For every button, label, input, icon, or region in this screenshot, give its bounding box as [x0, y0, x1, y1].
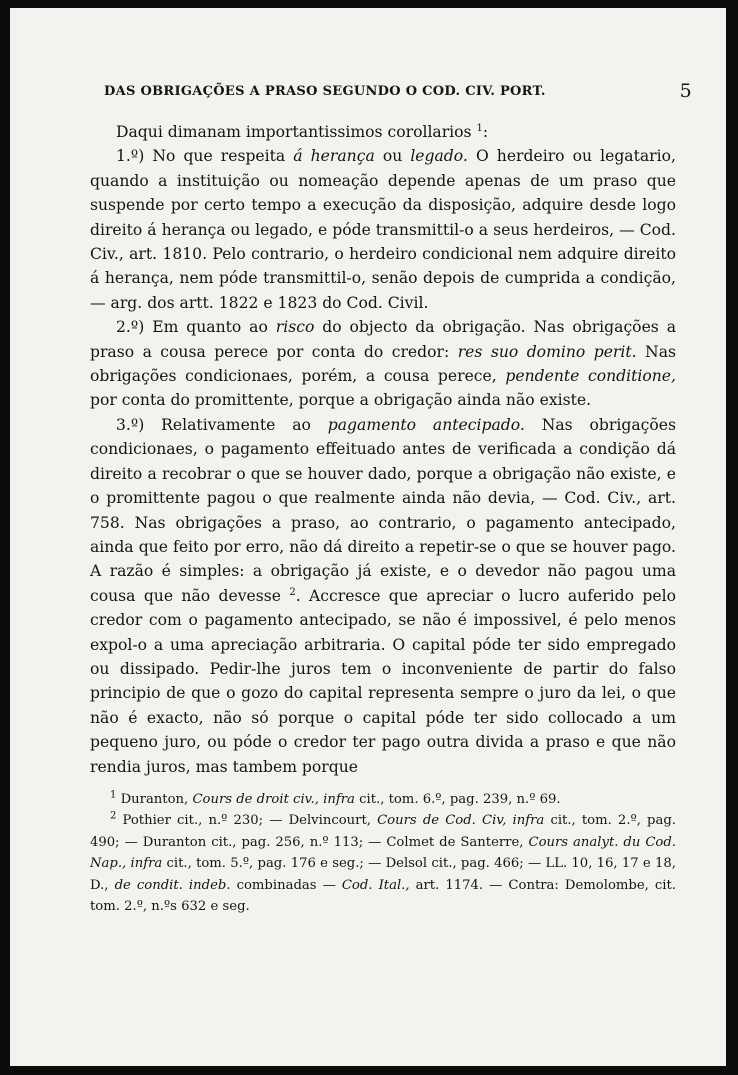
paragraph-number: 2.º) [116, 318, 145, 337]
footnote-2: $^2$ Pothier cit., n.º 230; — Delvincourt, Cours de Cod. Civ, infra cit., tom. 2.º, pag. 490; — Duranton cit., pag. 256, n.º 113; — Colmet de Santerre, Cours analyt. du Cod. Nap., infra cit., tom. 5.º, pag. 176 e seg.; — Delsol cit., pag. 466; — LL. 10, 16, 17 e 18, D., de condit. indeb. combinadas — Cod. Ital., art. 1174. — Contra: Demolombe, cit. tom. 2.º, n.ºs 632 e seg. [90, 811, 676, 915]
footnote-ref-1: 1 [476, 122, 483, 134]
running-title: DAS OBRIGAÇÕES A PRASO SEGUNDO O COD. CIV. PORT. [104, 84, 546, 99]
main-text [90, 120, 676, 779]
running-header [90, 80, 692, 106]
paragraph-2: 2.º) Em quanto ao risco do objecto da obrigação. Nas obrigações a praso a cousa perece por conta do credor: res suo domino perit. Nas obrigações condicionaes, porém, a cousa perece, pendente conditione, por conta do promittente, porque a obrigação ainda não existe. [90, 318, 676, 410]
book-page [10, 8, 726, 1066]
paragraph-3: 3.º) Relativamente ao pagamento antecipado. Nas obrigações condicionaes, o pagamento effeituado antes de verificada a condição dá direito a recobrar o que se houver dado, porque a obrigação não existe, e o promittente pagou o que realmente ainda não devia, — Cod. Civ., art. 758. Nas obrigações a praso, ao contrario, o pagamento antecipado, ainda que feito por erro, não dá direito a repetir-se o que se houver pago. A razão é simples: a obrigação já existe, e o devedor não pagou uma cousa que não devesse $^2$. Accresce que apreciar o lucro auferido pelo credor com o pagamento antecipado, se não é impossivel, é pelo menos expol-o a uma apreciação arbitraria. O capital póde ter sido empregado ou dissipado. Pedir-lhe juros tem o inconveniente de partir do falso principio de que o gozo do capital representa sempre o juro da lei, o que não é exacto, não só porque o capital póde ter sido collocado a um pequeno juro, ou póde o credor ter pago outra divida a praso e que não rendia juros, mas tambem porque [90, 415, 676, 776]
paragraph-number: 3.º) [116, 415, 145, 434]
page-number: 5 [679, 80, 692, 102]
footnote-1: $^1$ Duranton, Cours de droit civ., infra cit., tom. 6.º, pag. 239, n.º 69. [110, 789, 561, 807]
paragraph-1: 1.º) No que respeita á herança ou legado. O herdeiro ou legatario, quando a instituição ou nomeação depende apenas de um praso que suspende por certo tempo a execução da disposição, adquire desde logo direito á herança ou legado, e póde transmittil-o a seus herdeiros, — Cod. Civ., art. 1810. Pelo contrario, o herdeiro condicional nem adquire direito á herança, nem póde transmittil-o, senão depois de cumprida a condição, — arg. dos artt. 1822 e 1823 do Cod. Civil. [90, 147, 676, 312]
paragraph-number: 1.º) [116, 147, 145, 166]
intro-paragraph: Daqui dimanam importantissimos corollarios $^1$: [116, 122, 489, 141]
footnote-ref-2: 2 [289, 586, 296, 598]
footnotes [90, 789, 676, 918]
